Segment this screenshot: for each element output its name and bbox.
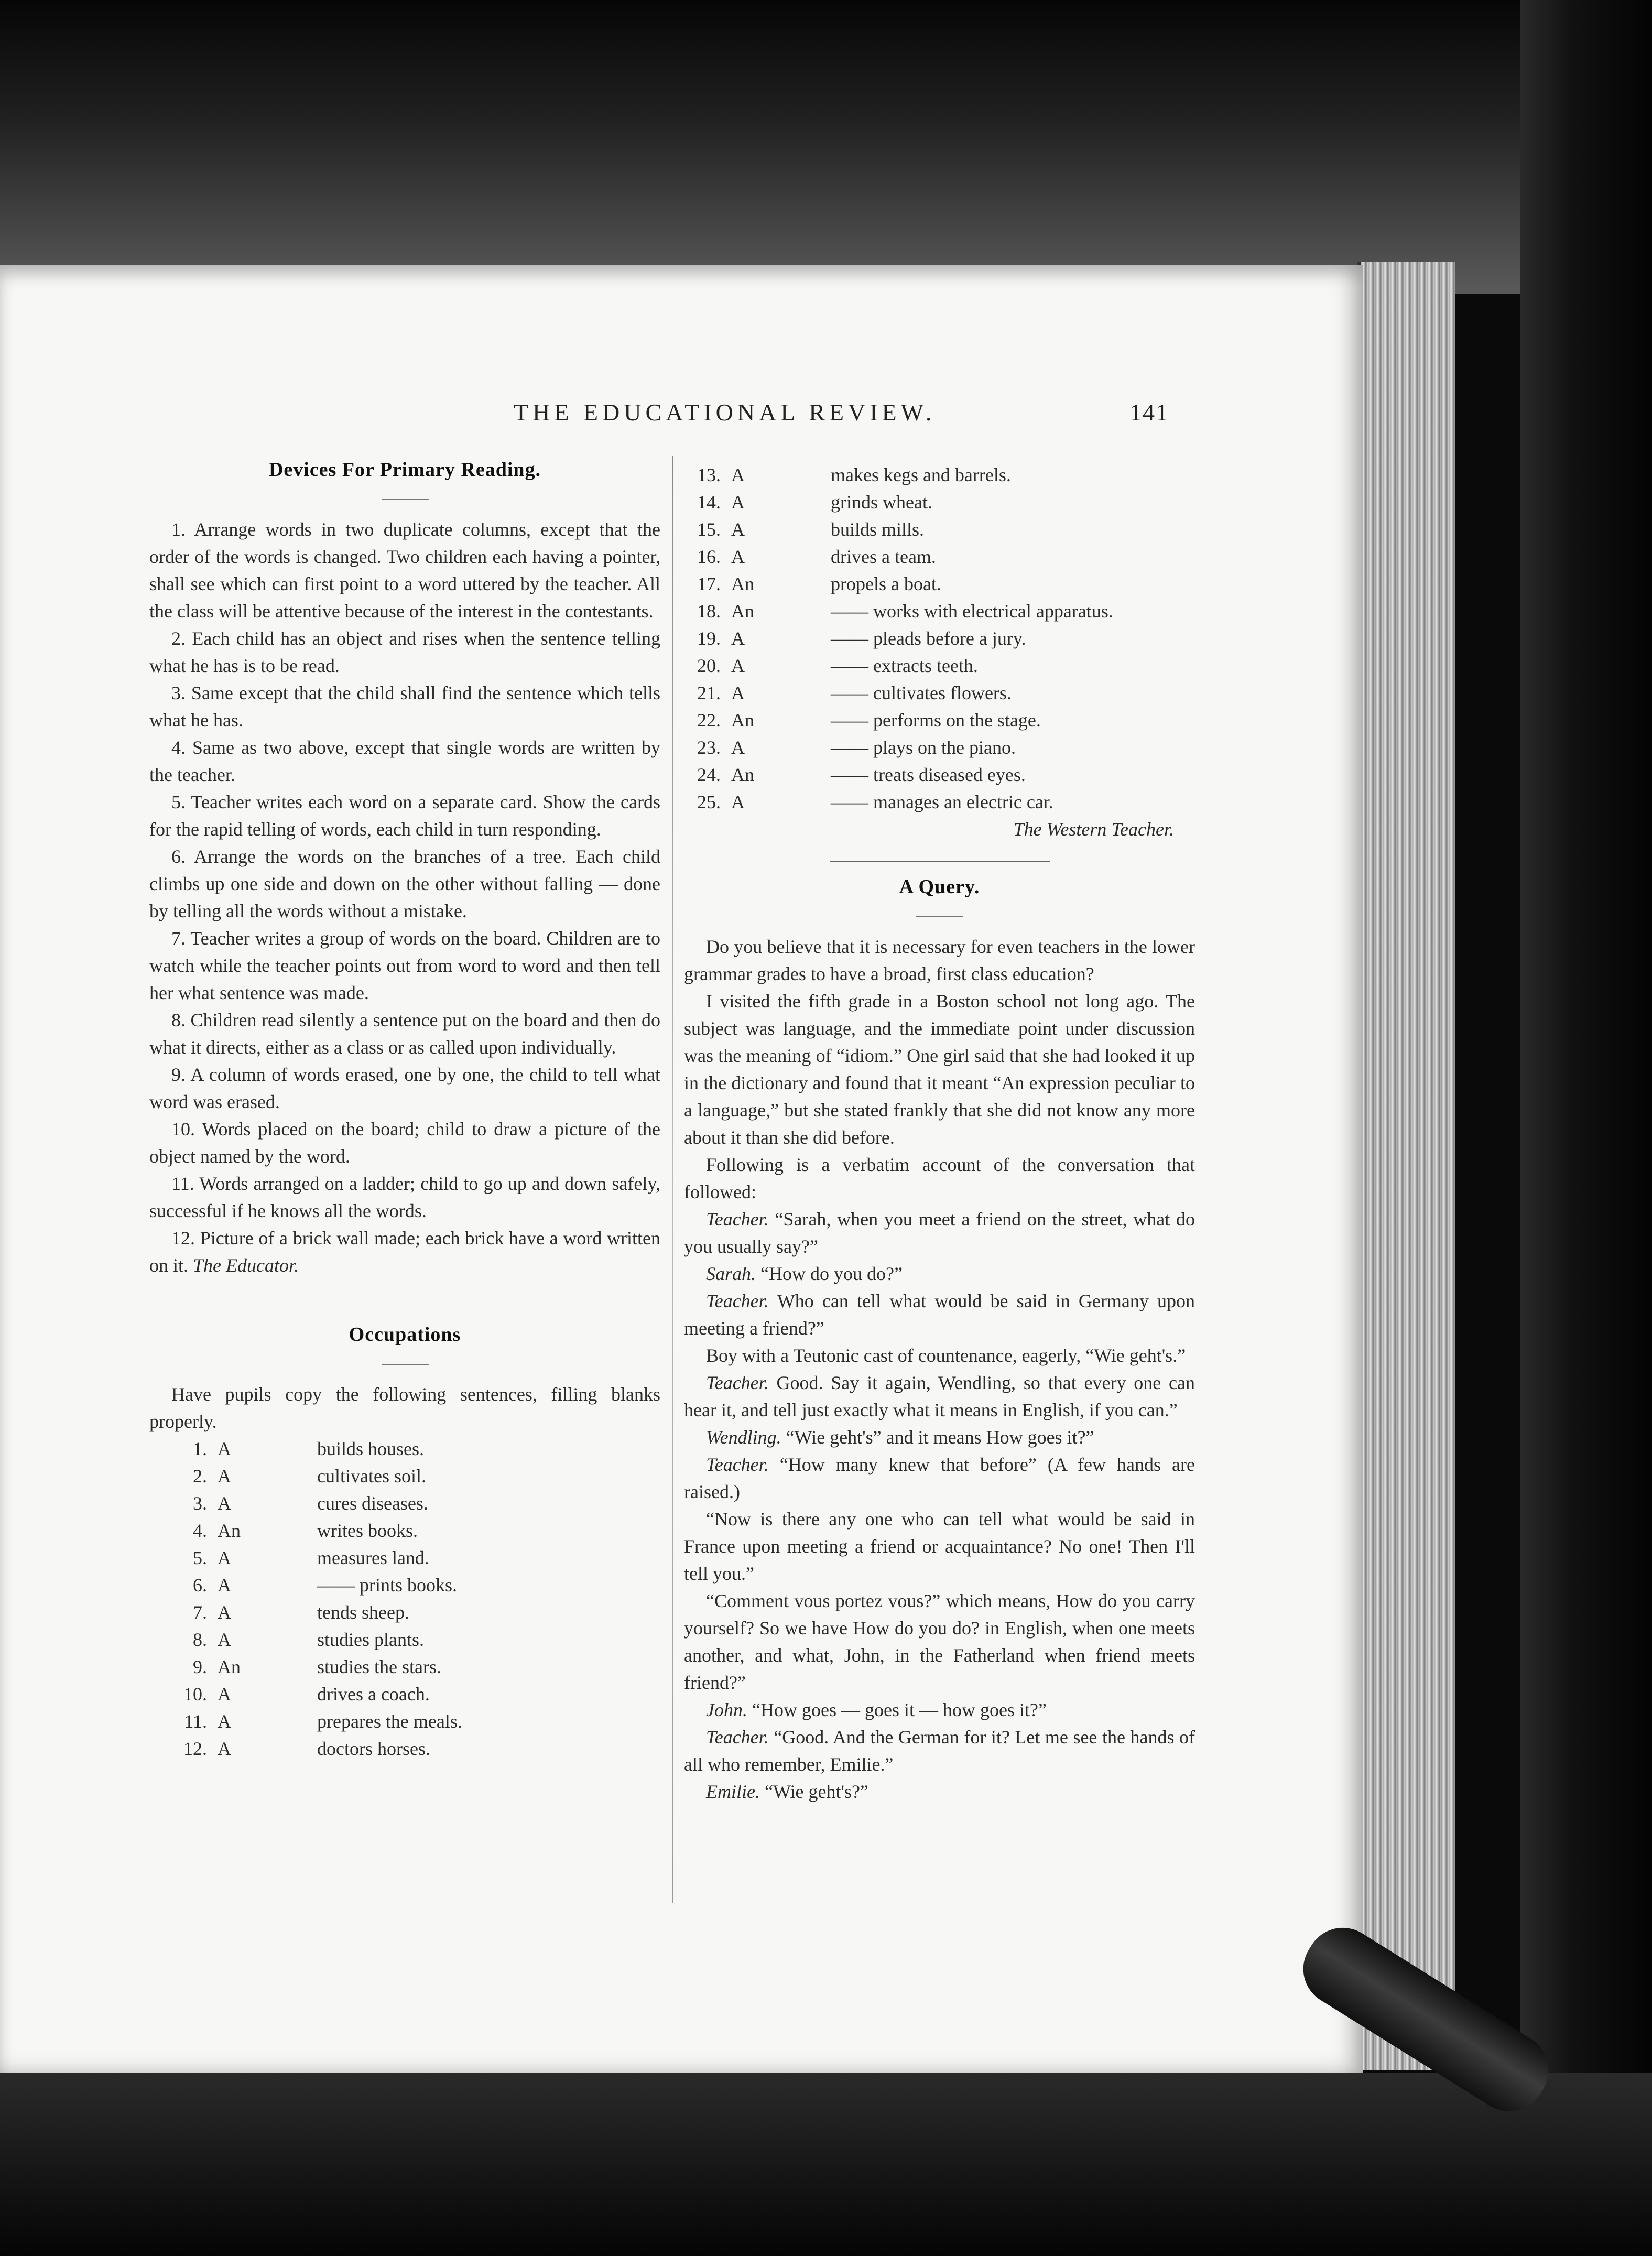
fill-blank: [249, 1626, 317, 1653]
fill-blank: [763, 761, 831, 788]
occupation-article: An: [731, 764, 754, 785]
dialogue-line: [684, 1451, 1195, 1505]
occupation-item: [684, 788, 1195, 816]
occupation-number: 22.: [697, 710, 721, 731]
occupation-text: tends sheep.: [317, 1602, 409, 1623]
fill-blank: [249, 1653, 317, 1680]
dialogue-speaker: Wendling.: [706, 1427, 786, 1448]
fill-blank: [249, 1680, 317, 1708]
fill-blank: [763, 625, 831, 652]
dialogue-line: [684, 1369, 1195, 1424]
fill-blank: [249, 1517, 317, 1544]
device-source: The Educator.: [193, 1255, 299, 1276]
book-page-edges: [1357, 262, 1455, 2070]
device-item: 9. A column of words erased, one by one, the child to tell what word was erased.: [149, 1064, 660, 1112]
occupation-number: 16.: [697, 546, 721, 567]
occupations-title: Occupations: [349, 1324, 461, 1346]
occupation-item: [149, 1599, 660, 1626]
fill-blank: [763, 734, 831, 761]
dialogue-text: “How do you do?”: [760, 1263, 903, 1284]
occupation-text: —— cultivates flowers.: [831, 682, 1012, 703]
occupation-article: A: [218, 1738, 231, 1759]
devices-list: [149, 516, 660, 1279]
scan-background-right: [1520, 0, 1652, 2256]
occupation-item: [149, 1680, 660, 1708]
occupation-text: —— plays on the piano.: [831, 737, 1016, 758]
occupation-article: A: [731, 655, 745, 676]
dialogue-line: [684, 1342, 1195, 1369]
device-item: 7. Teacher writes a group of words on the board. Children are to watch while the teacher points out from word to word and then tell her what sentence was made.: [149, 928, 660, 1003]
device-item: 10. Words placed on the board; child to draw a picture of the object named by the word.: [149, 1119, 660, 1167]
occupation-item: [684, 734, 1195, 761]
occupation-article: A: [731, 492, 745, 513]
dialogue-text: “How many knew that before” (A few hands are raised.): [684, 1454, 1195, 1502]
occupation-text: prepares the meals.: [317, 1711, 462, 1732]
device-item: 5. Teacher writes each word on a separate card. Show the cards for the rapid telling of words, each child in turn responding.: [149, 791, 660, 840]
occupation-text: cures diseases.: [317, 1493, 428, 1514]
occupation-number: 2.: [193, 1466, 207, 1487]
occupation-number: 19.: [697, 628, 721, 649]
fill-blank: [249, 1571, 317, 1599]
occupation-article: A: [218, 1629, 231, 1650]
occupation-number: 1.: [193, 1438, 207, 1459]
occupation-item: [684, 707, 1195, 734]
occupation-article: A: [218, 1438, 231, 1459]
occupation-article: A: [731, 519, 745, 540]
dialogue-line: [684, 1287, 1195, 1342]
running-header: [514, 398, 1169, 426]
dialogue-line: [684, 1424, 1195, 1451]
occupation-text: —— works with electrical apparatus.: [831, 601, 1113, 622]
occupation-text: propels a boat.: [831, 573, 941, 594]
occupation-article: A: [731, 682, 745, 703]
occupation-item: [149, 1462, 660, 1490]
occupation-number: 5.: [193, 1547, 207, 1568]
device-item: 2. Each child has an object and rises when the sentence telling what he has is to be read.: [149, 628, 660, 676]
occupation-article: A: [731, 628, 745, 649]
occupation-text: drives a team.: [831, 546, 936, 567]
fill-blank: [249, 1599, 317, 1626]
query-paragraph: Do you believe that it is necessary for even teachers in the lower grammar grades to have a broad, first class education?: [684, 936, 1195, 984]
devices-title: Devices For Primary Reading.: [268, 459, 541, 481]
device-item: 1. Arrange words in two duplicate columns, except that the order of the words is changed. Two children each having a pointer, shall see which can first point to a word uttered by the teacher. All the class will be attentive because of the interest in the contestants.: [149, 519, 660, 622]
dialogue-line: [684, 1260, 1195, 1287]
occupation-item: [684, 570, 1195, 598]
occupation-text: —— pleads before a jury.: [831, 628, 1026, 649]
occupation-text: writes books.: [317, 1520, 418, 1541]
occupation-item: [684, 543, 1195, 570]
left-column: [149, 456, 660, 1762]
occupation-item: [149, 1544, 660, 1571]
occupation-number: 8.: [193, 1629, 207, 1650]
occupation-number: 9.: [193, 1656, 207, 1677]
occupation-number: 23.: [697, 737, 721, 758]
occupation-number: 12.: [183, 1738, 207, 1759]
occupation-article: An: [731, 710, 754, 731]
dialogue-speaker: Teacher.: [706, 1727, 774, 1748]
occupation-text: grinds wheat.: [831, 492, 932, 513]
occupation-number: 25.: [697, 791, 721, 812]
dialogue-speaker: Emilie.: [706, 1781, 765, 1802]
occupation-text: makes kegs and barrels.: [831, 464, 1011, 485]
occupation-text: studies the stars.: [317, 1656, 441, 1677]
fill-blank: [763, 652, 831, 679]
dialogue-text: “Wie geht's” and it means How goes it?”: [786, 1427, 1094, 1448]
column-divider: [672, 456, 673, 1903]
occupation-article: An: [218, 1520, 241, 1541]
dialogue-text: “Sarah, when you meet a friend on the street, what do you usually say?”: [684, 1209, 1195, 1257]
fill-blank: [249, 1490, 317, 1517]
occupation-number: 6.: [193, 1575, 207, 1596]
occupation-number: 18.: [697, 601, 721, 622]
occupation-item: [684, 652, 1195, 679]
fill-blank: [763, 788, 831, 816]
device-item: 3. Same except that the child shall find the sentence which tells what he has.: [149, 682, 660, 731]
device-item-last: [149, 1224, 660, 1279]
right-column: [684, 461, 1195, 1805]
occupation-number: 13.: [697, 464, 721, 485]
occupation-item: [684, 679, 1195, 707]
dialogue-speaker: Teacher.: [706, 1209, 775, 1230]
query-paragraph: I visited the fifth grade in a Boston school not long ago. The subject was language, and the immediate point under discussion was the meaning of “idiom.” One girl said that she had looked it up in the dictionary and found that it meant “An expression peculiar to a language,” but she stated frankly that she did not know any more about it than she did before.: [684, 991, 1195, 1148]
dialogue-line: [684, 1696, 1195, 1723]
dialogue-text: “Wie geht's?”: [764, 1781, 868, 1802]
occupation-text: —— manages an electric car.: [831, 791, 1053, 812]
fill-blank: [249, 1435, 317, 1462]
fill-blank: [763, 543, 831, 570]
occupation-article: A: [218, 1466, 231, 1487]
title-rule: [382, 499, 429, 500]
occupation-article: A: [731, 791, 745, 812]
occupation-item: [149, 1435, 660, 1462]
occupation-number: 3.: [193, 1493, 207, 1514]
occupation-number: 14.: [697, 492, 721, 513]
dialogue-line: [684, 1723, 1195, 1778]
title-rule: [916, 916, 963, 917]
running-title: THE EDUCATIONAL REVIEW.: [514, 399, 936, 426]
occupation-article: An: [218, 1656, 241, 1677]
dialogue-speaker: Sarah.: [706, 1263, 761, 1284]
fill-blank: [763, 679, 831, 707]
occupation-item: [149, 1517, 660, 1544]
occupation-number: 17.: [697, 573, 721, 594]
occupation-article: An: [731, 573, 754, 594]
scan-background-bottom: [0, 2073, 1652, 2256]
occupation-number: 20.: [697, 655, 721, 676]
occupation-text: doctors horses.: [317, 1738, 430, 1759]
occupation-item: [149, 1735, 660, 1762]
occupation-text: cultivates soil.: [317, 1466, 426, 1487]
occupation-article: A: [218, 1493, 231, 1514]
dialogue-text: Good. Say it again, Wendling, so that every one can hear it, and tell just exactly what it means in English, if you can.”: [684, 1372, 1195, 1420]
occupation-article: A: [731, 464, 745, 485]
dialogue-text: “Now is there any one who can tell what would be said in France upon meeting a friend or acquaintance? No one! Then I'll tell you.”: [684, 1509, 1195, 1584]
dialogue-line: [684, 1778, 1195, 1805]
occupation-text: —— treats diseased eyes.: [831, 764, 1026, 785]
occupation-number: 24.: [697, 764, 721, 785]
occupations-source: The Western Teacher.: [1013, 819, 1174, 840]
dialogue-text: “How goes — goes it — how goes it?”: [752, 1699, 1047, 1720]
occupation-number: 10.: [183, 1684, 207, 1705]
query-title: A Query.: [899, 876, 980, 898]
section-rule: [830, 861, 1050, 862]
fill-blank: [249, 1735, 317, 1762]
occupation-number: 15.: [697, 519, 721, 540]
occupation-item: [149, 1490, 660, 1517]
fill-blank: [763, 598, 831, 625]
dialogue-line: [684, 1505, 1195, 1587]
occupation-item: [684, 461, 1195, 489]
dialogue-speaker: Teacher.: [706, 1454, 780, 1475]
occupation-text: —— performs on the stage.: [831, 710, 1041, 731]
occupation-text: studies plants.: [317, 1629, 424, 1650]
dialogue-speaker: Teacher.: [706, 1290, 777, 1311]
fill-blank: [249, 1708, 317, 1735]
occupation-text: —— prints books.: [317, 1575, 458, 1596]
dialogue-text: “Comment vous portez vous?” which means, How do you carry yourself? So we have How do you do? in English, when one meets another, and what, John, in the Fatherland when friend meets friend?”: [684, 1590, 1195, 1693]
query-paragraph: Following is a verbatim account of the conversation that followed:: [684, 1154, 1195, 1202]
occupation-item: [684, 625, 1195, 652]
occupation-text: measures land.: [317, 1547, 429, 1568]
title-rule: [382, 1364, 429, 1365]
fill-blank: [763, 516, 831, 543]
dialogue-text: “Good. And the German for it? Let me see the hands of all who remember, Emilie.”: [684, 1727, 1195, 1775]
occupation-item: [149, 1653, 660, 1680]
occupation-number: 7.: [193, 1602, 207, 1623]
occupation-item: [149, 1626, 660, 1653]
occupation-article: A: [218, 1684, 231, 1705]
occupation-number: 4.: [193, 1520, 207, 1541]
occupation-text: —— extracts teeth.: [831, 655, 978, 676]
device-item-text: 12. Picture of a brick wall made; each brick have a word written on it.: [149, 1228, 660, 1276]
occupation-article: A: [218, 1711, 231, 1732]
fill-blank: [763, 461, 831, 489]
occupation-article: A: [218, 1602, 231, 1623]
dialogue-text: Boy with a Teutonic cast of countenance, eagerly, “Wie geht's.”: [706, 1345, 1186, 1366]
occupation-number: 11.: [184, 1711, 207, 1732]
dialogue: [684, 1206, 1195, 1805]
occupations-list-continued: [684, 461, 1195, 816]
occupation-article: A: [218, 1547, 231, 1568]
device-item: 11. Words arranged on a ladder; child to go up and down safely, successful if he knows all the words.: [149, 1173, 660, 1221]
fill-blank: [763, 489, 831, 516]
occupation-article: An: [731, 601, 754, 622]
occupation-item: [684, 761, 1195, 788]
occupations-intro: Have pupils copy the following sentences, filling blanks properly.: [149, 1384, 660, 1432]
occupation-item: [149, 1708, 660, 1735]
occupations-list: [149, 1435, 660, 1762]
device-item: 6. Arrange the words on the branches of a tree. Each child climbs up one side and down on the other without falling — done by telling all the words without a mistake.: [149, 846, 660, 921]
fill-blank: [249, 1462, 317, 1490]
occupation-article: A: [731, 546, 745, 567]
occupation-text: builds mills.: [831, 519, 925, 540]
dialogue-line: [684, 1206, 1195, 1260]
occupation-number: 21.: [697, 682, 721, 703]
dialogue-text: Who can tell what would be said in Germany upon meeting a friend?”: [684, 1290, 1195, 1339]
occupation-item: [684, 516, 1195, 543]
dialogue-line: [684, 1587, 1195, 1696]
fill-blank: [763, 707, 831, 734]
device-item: 4. Same as two above, except that single words are written by the teacher.: [149, 737, 660, 785]
dialogue-speaker: Teacher.: [706, 1372, 777, 1393]
occupation-text: builds houses.: [317, 1438, 425, 1459]
occupation-text: drives a coach.: [317, 1684, 430, 1705]
dialogue-speaker: John.: [706, 1699, 752, 1720]
occupation-item: [684, 598, 1195, 625]
occupation-article: A: [731, 737, 745, 758]
occupation-article: A: [218, 1575, 231, 1596]
device-item: 8. Children read silently a sentence put on the board and then do what it directs, either as a class or as called upon individually.: [149, 1010, 660, 1058]
fill-blank: [763, 570, 831, 598]
occupation-item: [684, 489, 1195, 516]
fill-blank: [249, 1544, 317, 1571]
scan-background-top: [0, 0, 1652, 294]
occupation-item: [149, 1571, 660, 1599]
page-number: 141: [1129, 399, 1169, 426]
